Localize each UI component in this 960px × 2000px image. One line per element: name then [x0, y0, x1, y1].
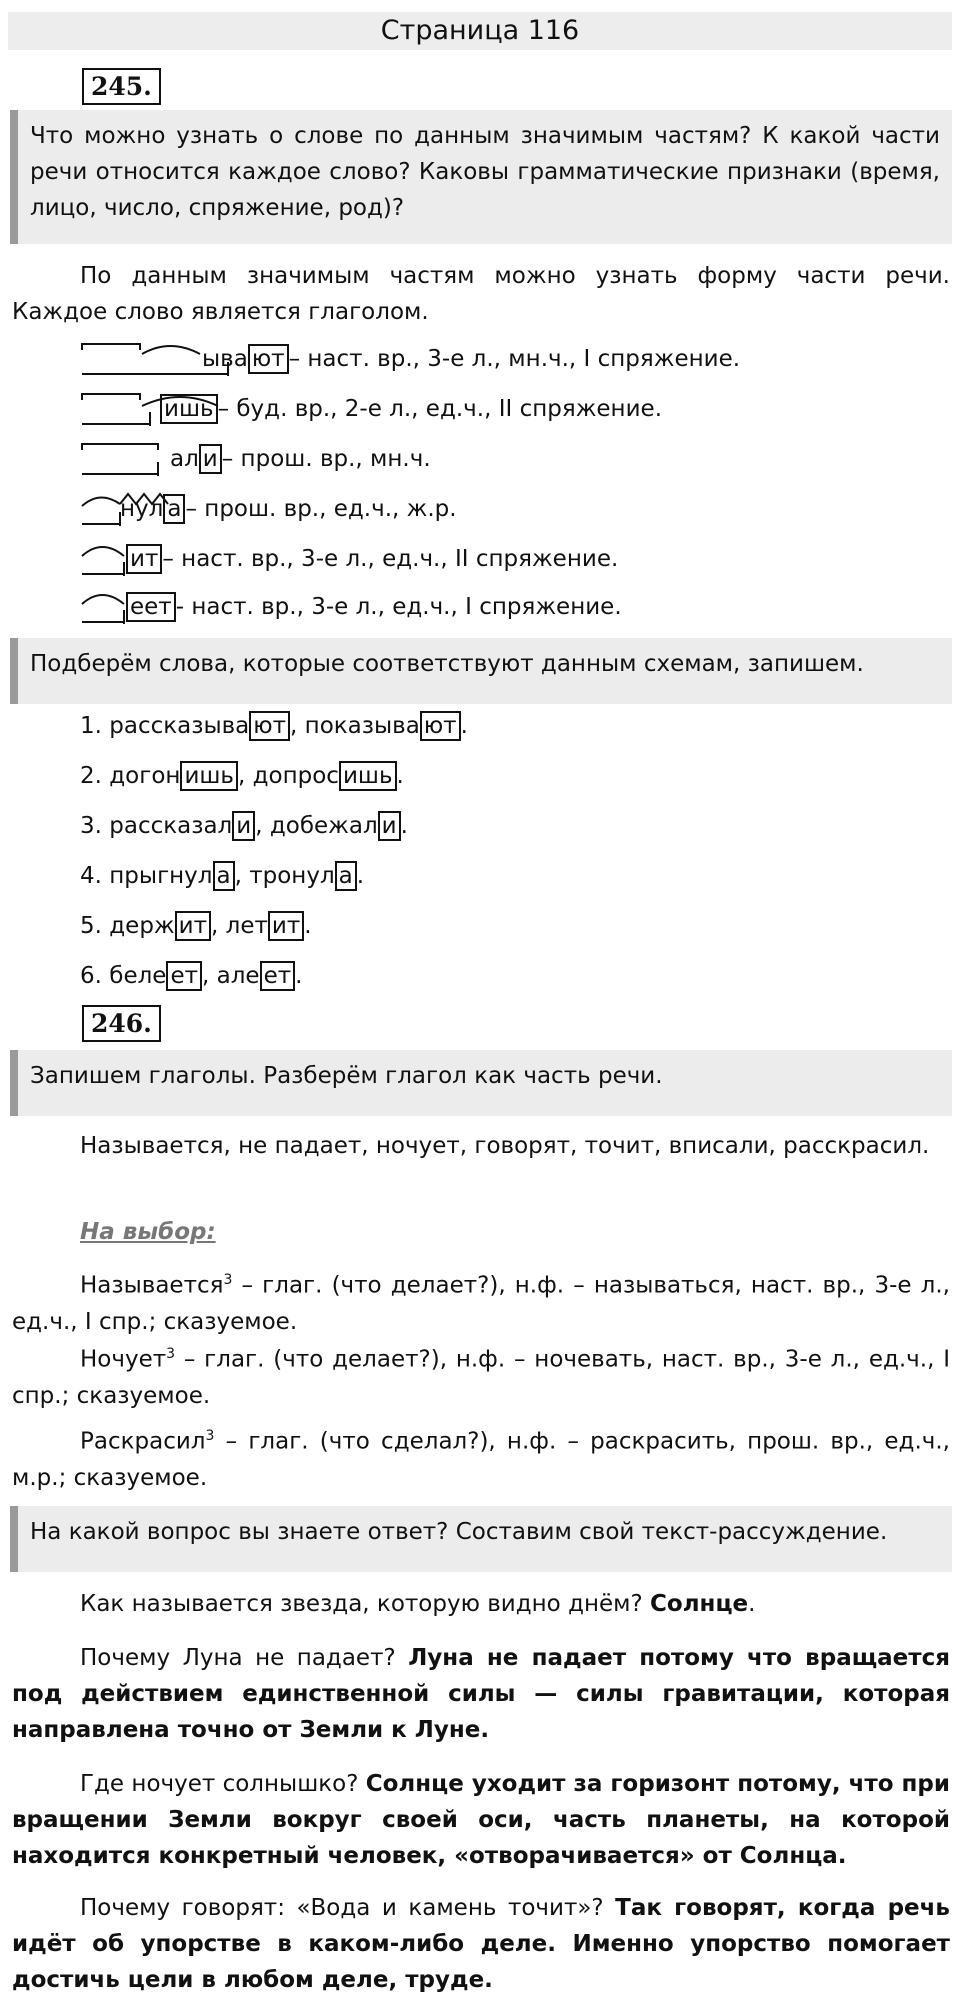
task-number-245: 245.	[82, 68, 161, 105]
example-word: показыва ют	[305, 706, 461, 746]
scheme-description: – наст. вр., 3-е л., ед.ч., II спряжение.	[162, 546, 619, 572]
example-word: тронул а	[249, 856, 357, 896]
qa-paragraph-3: Где ночует солнышко? Солнце уходит за горизонт потому, что при вращении Земли вокруг своей оси, часть планеты, на которой находится конкретный человек, «отворачивается» от Солнца.	[12, 1771, 950, 1869]
scheme-ending: ишь	[160, 394, 218, 424]
task-number-246: 246.	[82, 1005, 161, 1042]
scheme-ending: и	[199, 444, 222, 474]
example-number: 6.	[80, 963, 102, 989]
qa-paragraph-1: Как называется звезда, которую видно днём? Солнце.	[80, 1591, 756, 1617]
example-row-4: 4. прыгнул а , тронул а .	[80, 856, 364, 896]
scheme-ending: еет	[126, 592, 176, 622]
example-word: беле ет	[109, 956, 202, 996]
parse-item-2: Ночует$^3$ – глаг. (что делает?), н.ф. – ночевать, наст. вр., 3-е л., ед.ч., I спр.; сказуемое.	[12, 1346, 950, 1409]
example-word: лет ит	[226, 906, 305, 946]
example-word: прыгнул а	[109, 856, 234, 896]
example-word: рассказал и	[109, 806, 255, 846]
choice-label: На выбор:	[80, 1219, 216, 1245]
parse-item-3: Раскрасил$^3$ – глаг. (что сделал?), н.ф. – раскрасить, прош. вр., ед.ч., м.р.; сказуемое.	[12, 1428, 950, 1491]
scheme-row-5	[80, 540, 618, 578]
example-row-1: 1. рассказыва ют , показыва ют .	[80, 706, 468, 746]
example-number: 1.	[80, 713, 102, 739]
example-word: допрос ишь	[253, 756, 397, 796]
example-number: 5.	[80, 913, 102, 939]
scheme-description: – прош. вр., мн.ч.	[221, 446, 431, 472]
example-word: держ ит	[109, 906, 211, 946]
scheme-row-2	[80, 390, 662, 428]
scheme-description: – буд. вр., 2-е л., ед.ч., II спряжение.	[217, 396, 663, 422]
scheme-row-4	[80, 490, 457, 528]
example-number: 4.	[80, 863, 102, 889]
qa-paragraph-2: Почему Луна не падает? Луна не падает потому что вращается под действием единственной силы — силы гравитации, которая направлена точно от Земли к Луне.	[12, 1645, 950, 1743]
scheme-row-6	[80, 588, 622, 626]
scheme-description: – прош. вр., ед.ч., ж.р.	[185, 496, 457, 522]
qa-paragraph-4: Почему говорят: «Вода и камень точит»? Так говорят, когда речь идёт об упорстве в каком-либо деле. Именно упорство помогает достичь цели в любом деле, труде.	[12, 1895, 950, 1993]
question-box-245: Что можно узнать о слове по данным значимым частям? К какой части речи относится каждое слово? Каковы грамматические признаки (время, лицо, число, спряжение, род)?	[10, 110, 952, 244]
scheme-suffix: ыва	[202, 346, 248, 372]
example-word: догон ишь	[109, 756, 238, 796]
question-box-246: Запишем глаголы. Разберём глагол как часть речи.	[10, 1050, 952, 1116]
example-row-3: 3. рассказал и , добежал и .	[80, 806, 408, 846]
example-number: 2.	[80, 763, 102, 789]
verb-list-paragraph: Называется, не падает, ночует, говорят, точит, вписали, расскрасил.	[80, 1133, 930, 1159]
scheme-ending: ют	[248, 344, 289, 374]
question-box-246-2: На какой вопрос вы знаете ответ? Составим свой текст-рассуждение.	[10, 1506, 952, 1572]
question-box-245-2: Подберём слова, которые соответствуют данным схемам, запишем.	[10, 638, 952, 704]
example-word: рассказыва ют	[109, 706, 290, 746]
scheme-suffix: ал	[170, 446, 199, 472]
scheme-ending: а	[163, 494, 185, 524]
example-row-2: 2. догон ишь , допрос ишь .	[80, 756, 404, 796]
scheme-ending: ит	[126, 544, 162, 574]
scheme-description: - наст. вр., 3-е л., ед.ч., I спряжение.	[175, 594, 622, 620]
scheme-description: – наст. вр., 3-е л., мн.ч., I спряжение.	[288, 346, 741, 372]
scheme-suffix: нул	[120, 496, 164, 522]
example-number: 3.	[80, 813, 102, 839]
example-row-5: 5. держ ит , лет ит .	[80, 906, 312, 946]
page-title: Страница 116	[8, 12, 952, 50]
example-word: добежал и	[270, 806, 401, 846]
parse-item-1: Называется$^3$ – глаг. (что делает?), н.ф. – называться, наст. вр., 3-е л., ед.ч., I спр.; сказуемое.	[12, 1272, 950, 1335]
example-row-6: 6. беле ет , але ет .	[80, 956, 302, 996]
example-word: але ет	[217, 956, 296, 996]
answer-paragraph-245: По данным значимым частям можно узнать форму части речи. Каждое слово является глаголом.	[12, 263, 950, 325]
scheme-row-3	[80, 440, 431, 478]
scheme-row-1	[80, 340, 740, 378]
